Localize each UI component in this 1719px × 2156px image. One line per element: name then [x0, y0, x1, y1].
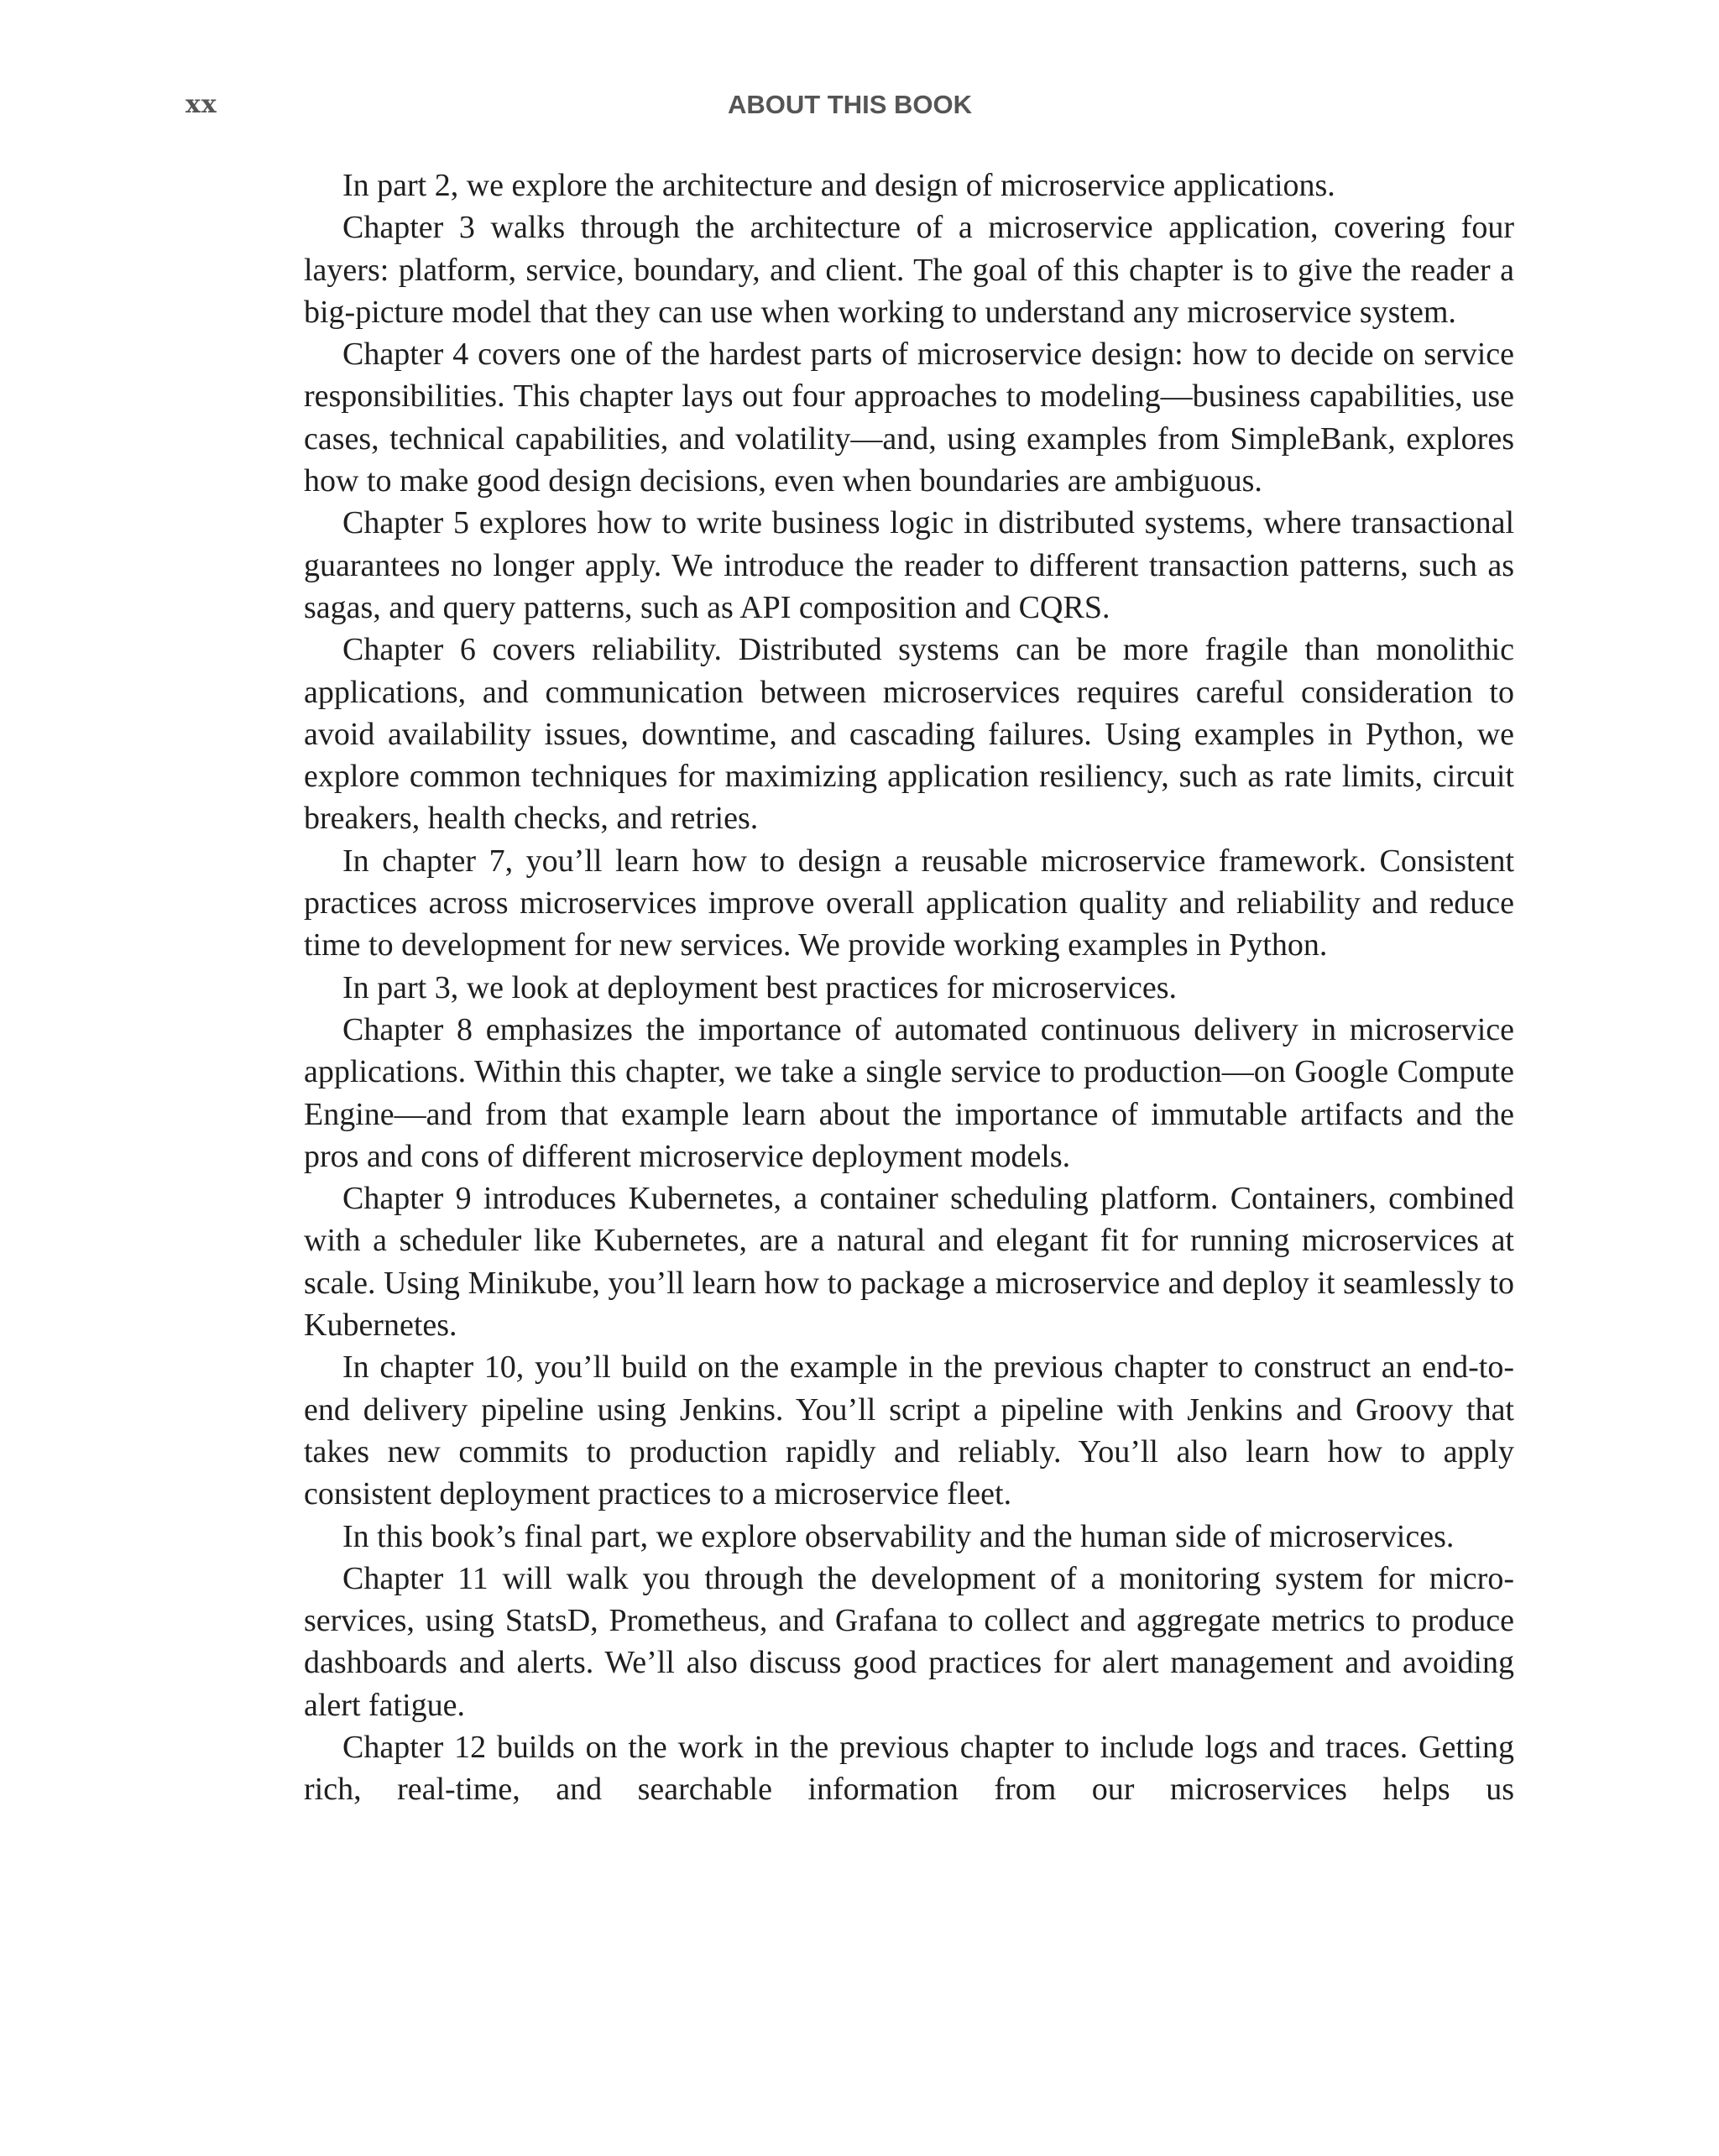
paragraph-chapter-4: Chapter 4 covers one of the hardest parts of microservice design: how to decide on service responsibilities. This chapter lays out four approaches to modeling—business capabilities, use cases, technical capabilities, and volatility—and, using examples from SimpleBank, explores how to make good design decisions, even when boundaries are ambiguous. [304, 337, 1514, 499]
paragraph-chapter-8: Chapter 8 emphasizes the importance of automated continuous delivery in microservice applications. Within this chapter, we take a single service to production—on Google Compute Engine—and from that example learn about the importance of immutable artifacts and the pros and cons of different microservice deployment models. [304, 1011, 1514, 1174]
paragraph-final-part-intro: In this book’s final part, we explore observability and the human side of microservices. [342, 1518, 1455, 1554]
paragraph-chapter-6: Chapter 6 covers reliability. Distributed systems can be more fragile than monolithic applications, and communication between microservices requires careful consideration to avoid availability issues, downtime, and cascading failures. Using examples in Python, we explore common techniques for maximizing application resiliency, such as rate limits, circuit breakers, health checks, and retries. [304, 632, 1514, 837]
paragraph-chapter-10: In chapter 10, you’ll build on the example in the previous chapter to construct an end-to-end delivery pipeline using Jenkins. You’ll script a pipeline with Jenkins and Groovy that takes new commits to production rapidly and reliably. You’ll also learn how to apply consistent deployment practices to a microservice fleet. [304, 1349, 1514, 1512]
running-head [185, 84, 1514, 126]
paragraph-chapter-3: Chapter 3 walks through the architecture of a microservice application, covering four layers: platform, service, boundary, and client. The goal of this chapter is to give the reader a big-picture model that they can use when working to understand any microservice system. [304, 210, 1514, 330]
paragraph-part-3-intro: In part 3, we look at deployment best practices for microservices. [342, 969, 1177, 1005]
paragraph-chapter-12: Chapter 12 builds on the work in the previous chapter to include logs and traces. Getting rich, real-time, and searchable information from our microservices helps us [304, 1729, 1514, 1808]
running-head-title: ABOUT THIS BOOK [727, 90, 973, 119]
page-number: xx [185, 90, 217, 119]
paragraph-chapter-9: Chapter 9 introduces Kubernetes, a container scheduling platform. Containers, combined with a scheduler like Kubernetes, are a natural and elegant fit for running microservices at scale. Using Minikube, you’ll learn how to package a microservice and deploy it seamlessly to Kubernetes. [304, 1181, 1514, 1344]
paragraph-chapter-5: Chapter 5 explores how to write business logic in distributed systems, where transactional guarantees no longer apply. We introduce the reader to different transaction patterns, such as sagas, and query patterns, such as API composition and CQRS. [304, 505, 1514, 625]
paragraph-chapter-7: In chapter 7, you’ll learn how to design a reusable microservice framework. Consistent practices across microservices improve overall application quality and reliability and reduce time to development for new services. We provide working examples in Python. [304, 843, 1514, 963]
body-text [304, 164, 1514, 1811]
paragraph-part-2-intro: In part 2, we explore the architecture and design of microservice applications. [342, 168, 1335, 203]
paragraph-chapter-11: Chapter 11 will walk you through the development of a monitoring system for microservices, using StatsD, Prometheus, and Grafana to collect and aggregate metrics to produce dashboards and alerts. We’ll also discuss good practices for alert management and avoiding alert fatigue. [304, 1560, 1514, 1723]
